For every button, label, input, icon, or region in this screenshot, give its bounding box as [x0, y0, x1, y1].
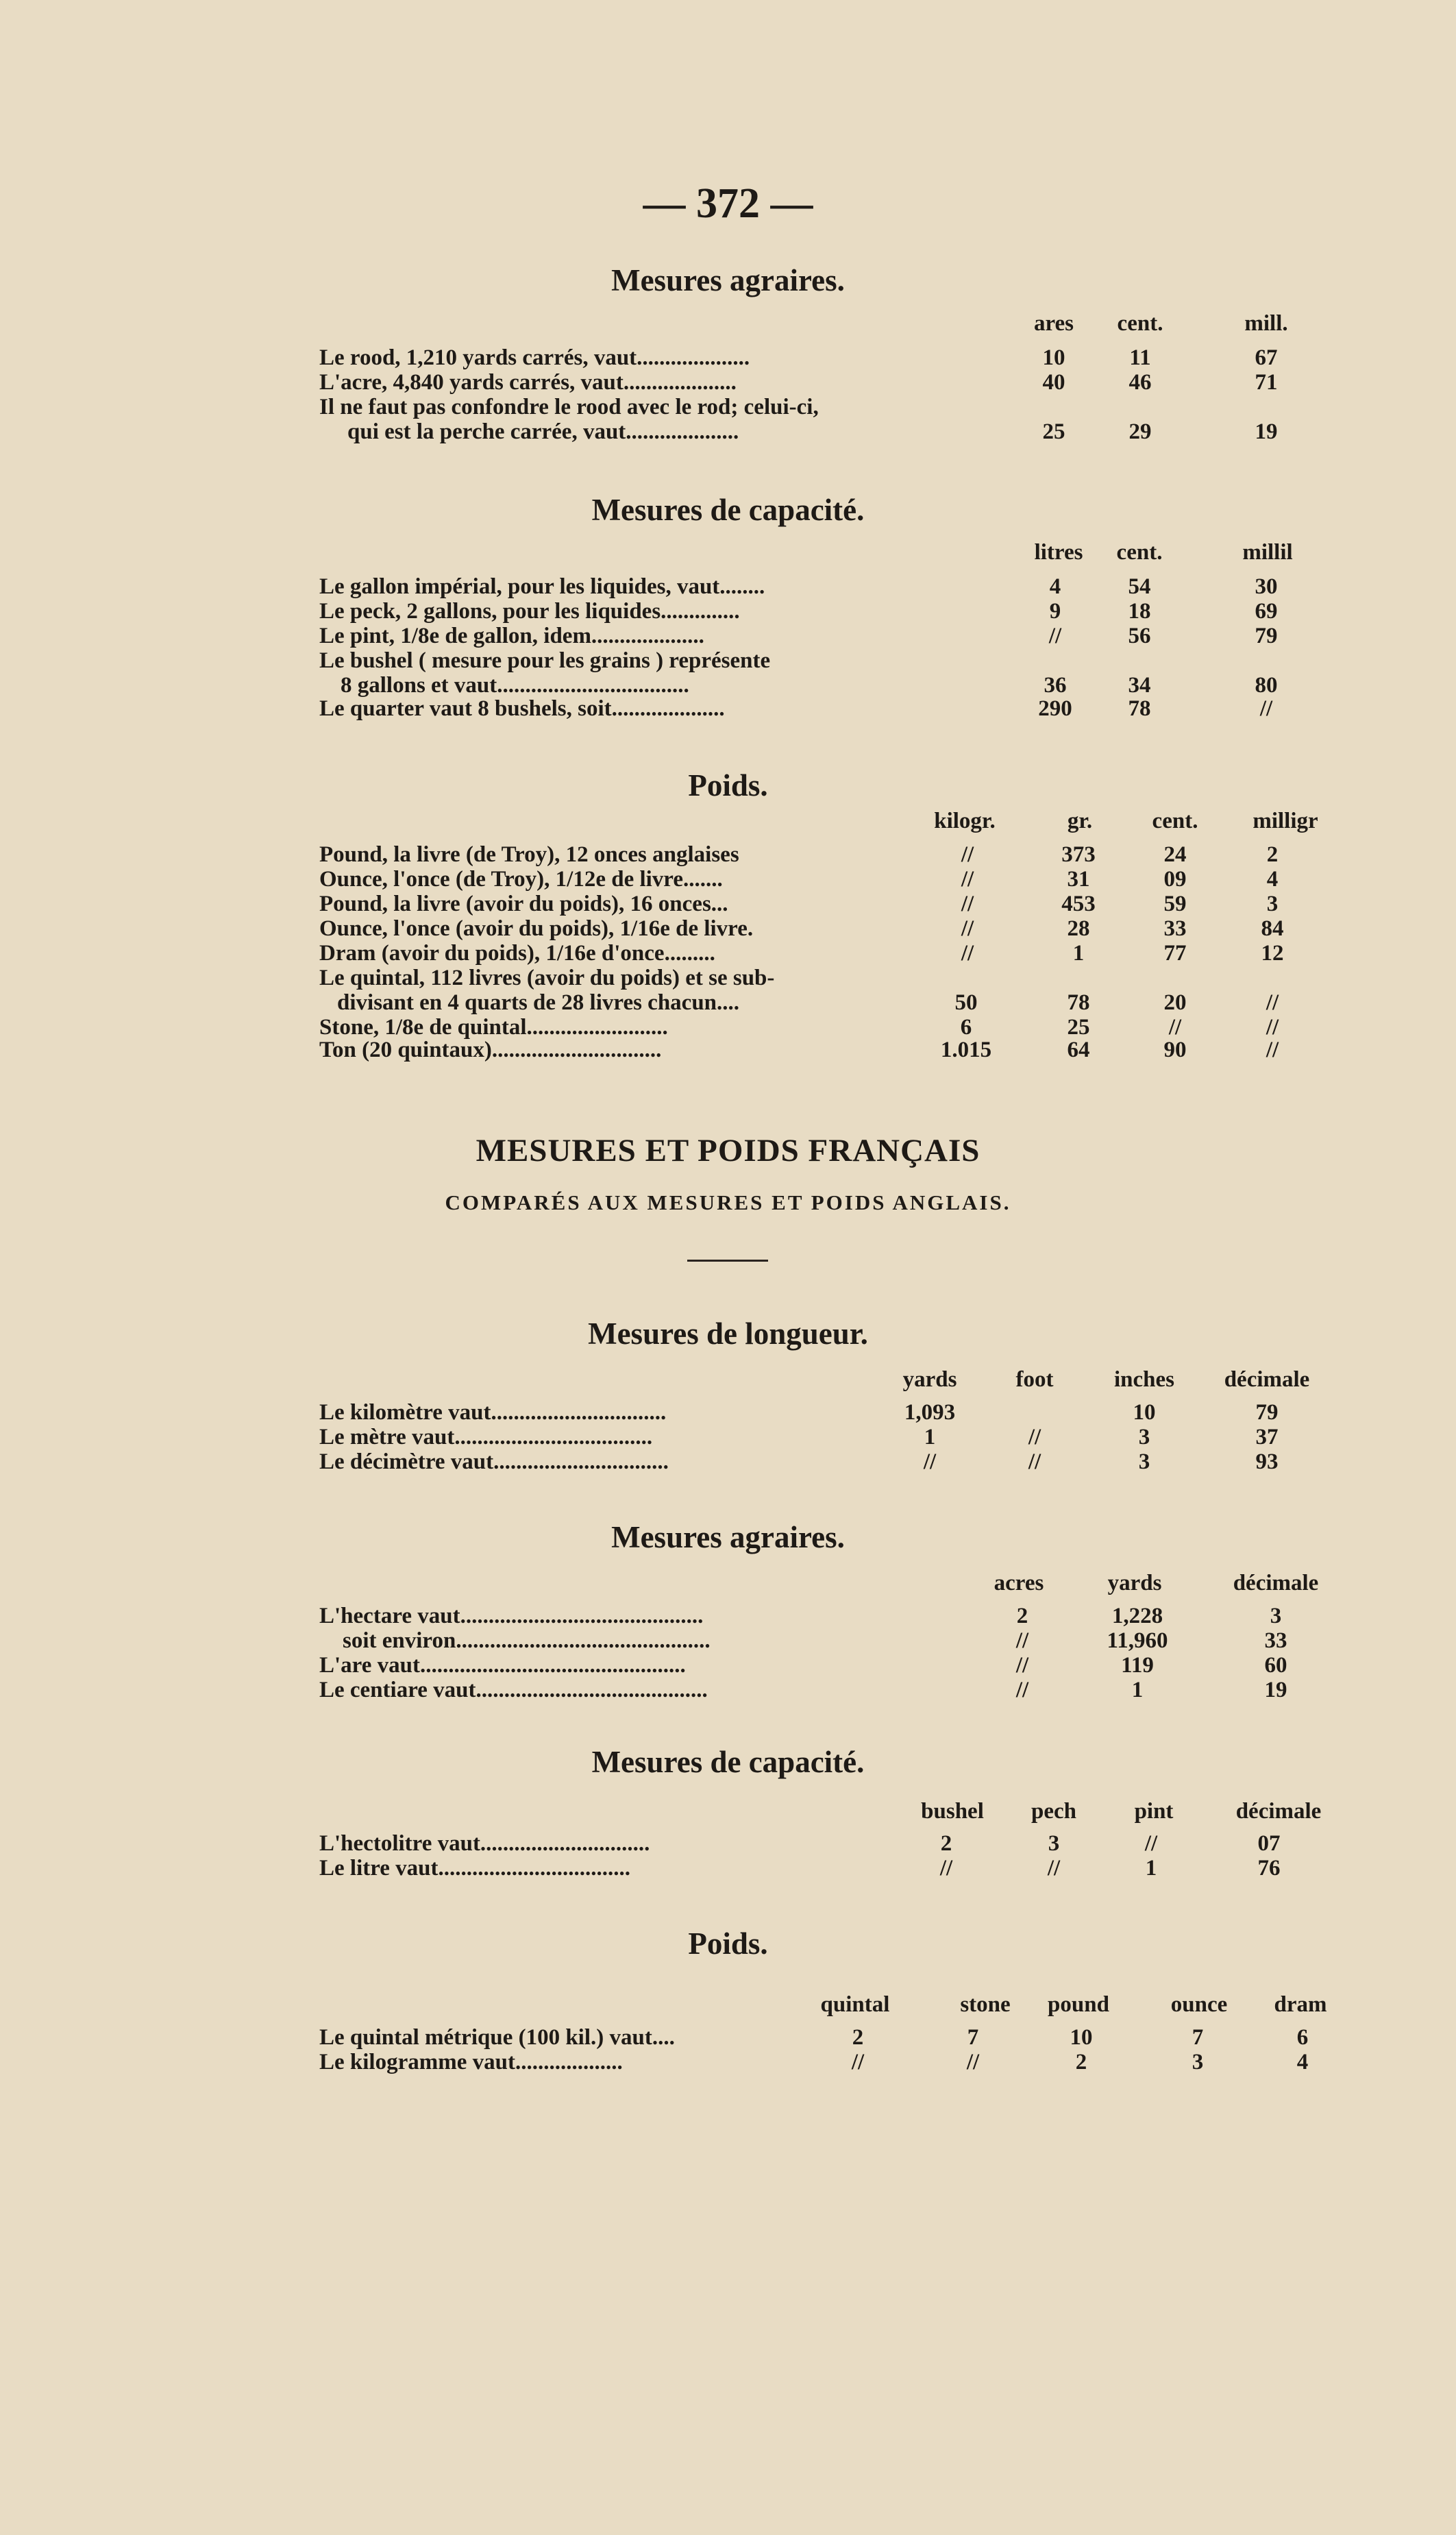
row-label: L'hectolitre vaut.............................. — [319, 1831, 650, 1856]
cell: 19 — [1264, 1678, 1287, 1702]
row-label: qui est la perche carrée, vaut.................... — [347, 419, 739, 444]
row-label: Le pint, 1/8e de gallon, idem.................... — [319, 624, 704, 648]
cell: // — [1168, 1015, 1182, 1040]
cell: 25 — [1067, 1015, 1090, 1040]
cell: // — [1144, 1831, 1158, 1856]
table-row — [0, 964, 1456, 992]
table-row — [0, 1627, 1456, 1654]
table-row — [0, 866, 1456, 893]
cell: 12 — [1261, 941, 1284, 966]
cell: // — [961, 842, 974, 867]
col-header: yards — [1107, 1571, 1162, 1595]
cell: 59 — [1163, 892, 1187, 916]
cell: // — [1259, 696, 1273, 721]
table-row — [0, 1399, 1456, 1426]
table-row — [0, 841, 1456, 868]
column-headers — [0, 1991, 1456, 2018]
cell: 93 — [1255, 1449, 1279, 1474]
cell: 25 — [1042, 419, 1065, 444]
cell: // — [961, 916, 974, 941]
column-headers — [0, 310, 1456, 337]
cell: 30 — [1255, 574, 1278, 599]
col-header: cent. — [1116, 540, 1163, 565]
col-header: décimale — [1224, 1367, 1310, 1392]
table-row — [0, 418, 1456, 445]
row-label: Le rood, 1,210 yards carrés, vaut.................... — [319, 345, 750, 370]
table-row — [0, 1830, 1456, 1857]
cell: 34 — [1128, 673, 1151, 698]
row-label: 8 gallons et vaut.................................. — [341, 673, 689, 698]
cell: 9 — [1049, 599, 1061, 624]
section-title-longueur: Mesures de longueur. — [588, 1317, 868, 1351]
cell: 71 — [1255, 370, 1278, 395]
table-row — [0, 940, 1456, 967]
col-header: cent. — [1152, 809, 1198, 833]
col-header: yards — [902, 1367, 957, 1392]
cell: 09 — [1163, 867, 1187, 892]
col-header: pint — [1134, 1799, 1174, 1824]
row-label: Stone, 1/8e de quintal......................... — [319, 1015, 668, 1040]
section-title-poids-en: Poids. — [688, 768, 768, 803]
cell: 3 — [1138, 1449, 1150, 1474]
row-label: Ounce, l'once (de Troy), 1/12e de livre....... — [319, 867, 723, 892]
row-label: soit environ............................................. — [343, 1628, 711, 1653]
cell: 6 — [960, 1015, 972, 1040]
cell: 50 — [954, 990, 978, 1015]
cell: 80 — [1255, 673, 1278, 698]
cell: 3 — [1266, 892, 1279, 916]
cell: 78 — [1067, 990, 1090, 1015]
cell: 79 — [1255, 1400, 1279, 1425]
cell: 28 — [1067, 916, 1090, 941]
cell: 11,960 — [1107, 1628, 1168, 1653]
col-header: décimale — [1233, 1571, 1319, 1595]
cell: // — [851, 2050, 865, 2074]
section-title-agraires-en: Mesures agraires. — [611, 263, 845, 297]
cell: 78 — [1128, 696, 1151, 721]
cell: 2 — [1266, 842, 1279, 867]
col-header: cent. — [1117, 311, 1163, 336]
table-row — [0, 344, 1456, 371]
cell: // — [961, 941, 974, 966]
cell: 2 — [1016, 1604, 1028, 1628]
cell: 3 — [1270, 1604, 1282, 1628]
row-label: L'hectare vaut........................................... — [319, 1604, 704, 1628]
row-label: Le litre vaut.................................. — [319, 1856, 631, 1881]
table-row — [0, 1652, 1456, 1679]
cell: // — [1266, 990, 1279, 1015]
cell: // — [961, 892, 974, 916]
cell: // — [1015, 1678, 1029, 1702]
cell: 76 — [1257, 1856, 1281, 1881]
row-label: Le kilogramme vaut................... — [319, 2050, 623, 2074]
cell: 3 — [1048, 1831, 1060, 1856]
row-label: Le peck, 2 gallons, pour les liquides.............. — [319, 599, 740, 624]
cell: 373 — [1061, 842, 1096, 867]
cell: // — [1015, 1653, 1029, 1678]
cell: 1 — [924, 1425, 936, 1449]
row-label: Il ne faut pas confondre le rood avec le rod; celui-ci, — [319, 395, 819, 419]
section-title-capacite-en: Mesures de capacité. — [591, 493, 865, 527]
cell: 19 — [1255, 419, 1278, 444]
cell: 3 — [1192, 2050, 1204, 2074]
table-row — [0, 573, 1456, 600]
col-header: ounce — [1170, 1992, 1228, 2017]
col-header: pech — [1031, 1799, 1076, 1824]
col-header: acres — [994, 1571, 1044, 1595]
cell: 4 — [1049, 574, 1061, 599]
table-row — [0, 622, 1456, 650]
column-headers — [0, 1798, 1456, 1825]
cell: 77 — [1163, 941, 1187, 966]
cell: 10 — [1042, 345, 1065, 370]
column-headers — [0, 539, 1456, 566]
cell: 290 — [1038, 696, 1072, 721]
row-label: Ounce, l'once (avoir du poids), 1/16e de livre. — [319, 916, 754, 941]
page-number: — 372 — — [643, 180, 813, 227]
col-header: millil — [1242, 540, 1293, 565]
row-label: Le bushel ( mesure pour les grains ) représente — [319, 648, 771, 673]
cell: // — [1047, 1856, 1061, 1881]
col-header: bushel — [921, 1799, 984, 1824]
cell: // — [1028, 1425, 1041, 1449]
row-label: Le mètre vaut................................... — [319, 1425, 653, 1449]
cell: // — [1048, 624, 1062, 648]
row-label: L'are vaut............................................... — [319, 1653, 686, 1678]
cell: 18 — [1128, 599, 1151, 624]
cell: 29 — [1128, 419, 1152, 444]
cell: 453 — [1061, 892, 1096, 916]
column-headers — [0, 1569, 1456, 1597]
cell: 10 — [1070, 2025, 1093, 2050]
cell: 20 — [1163, 990, 1187, 1015]
table-row — [0, 393, 1456, 421]
cell: 90 — [1163, 1038, 1187, 1062]
row-label: Le gallon impérial, pour les liquides, vaut........ — [319, 574, 765, 599]
col-header: stone — [960, 1992, 1011, 2017]
row-label: Pound, la livre (avoir du poids), 16 onces... — [319, 892, 728, 916]
table-row — [0, 2024, 1456, 2051]
cell: 54 — [1128, 574, 1151, 599]
cell: 1 — [1131, 1678, 1144, 1702]
cell: 69 — [1255, 599, 1278, 624]
table-row — [0, 1448, 1456, 1475]
french-measures-subtitle: COMPARÉS AUX MESURES ET POIDS ANGLAIS. — [445, 1190, 1011, 1214]
column-headers — [0, 1366, 1456, 1393]
col-header: ares — [1033, 311, 1074, 336]
cell: 2 — [1075, 2050, 1087, 2074]
table-row — [0, 598, 1456, 625]
cell: 07 — [1257, 1831, 1281, 1856]
french-measures-title: MESURES ET POIDS FRANÇAIS — [476, 1133, 980, 1168]
cell: // — [966, 2050, 980, 2074]
table-row — [0, 2048, 1456, 2076]
table-row — [0, 915, 1456, 942]
section-title-capacite-fr: Mesures de capacité. — [591, 1745, 865, 1779]
row-label: Le décimètre vaut............................... — [319, 1449, 669, 1474]
col-header: milligr — [1253, 809, 1318, 833]
cell: // — [923, 1449, 937, 1474]
cell: 79 — [1255, 624, 1278, 648]
table-row — [0, 1602, 1456, 1630]
col-header: foot — [1015, 1367, 1054, 1392]
cell: 7 — [967, 2025, 979, 2050]
cell: 4 — [1296, 2050, 1309, 2074]
table-row — [0, 695, 1456, 722]
cell: 40 — [1042, 370, 1065, 395]
row-label: Dram (avoir du poids), 1/16e d'once......... — [319, 941, 715, 966]
row-label: Ton (20 quintaux).............................. — [319, 1038, 662, 1062]
cell: 24 — [1163, 842, 1187, 867]
table-row — [0, 1854, 1456, 1882]
col-header: gr. — [1067, 809, 1093, 833]
cell: // — [1266, 1015, 1279, 1040]
col-header: dram — [1274, 1992, 1327, 2017]
row-label: Le quintal métrique (100 kil.) vaut.... — [319, 2025, 675, 2050]
row-label: Le kilomètre vaut............................... — [319, 1400, 667, 1425]
cell: 31 — [1067, 867, 1090, 892]
cell: 10 — [1133, 1400, 1156, 1425]
cell: 46 — [1128, 370, 1152, 395]
cell: // — [961, 867, 974, 892]
cell: 6 — [1296, 2025, 1309, 2050]
col-header: pound — [1048, 1992, 1109, 2017]
table-row — [0, 989, 1456, 1016]
table-row — [0, 1676, 1456, 1704]
col-header: mill. — [1244, 311, 1288, 336]
row-label: divisant en 4 quarts de 28 livres chacun.... — [337, 990, 740, 1015]
cell: 60 — [1264, 1653, 1287, 1678]
col-header: inches — [1113, 1367, 1175, 1392]
cell: 11 — [1129, 345, 1151, 370]
table-row — [0, 647, 1456, 674]
cell: 56 — [1128, 624, 1151, 648]
cell: 67 — [1255, 345, 1278, 370]
cell: 1,228 — [1111, 1604, 1163, 1628]
cell: 84 — [1261, 916, 1284, 941]
col-header: décimale — [1235, 1799, 1322, 1824]
col-header: litres — [1034, 540, 1083, 565]
section-divider — [687, 1260, 768, 1262]
cell: 1.015 — [940, 1038, 992, 1062]
table-row — [0, 1423, 1456, 1451]
row-label: Le centiare vaut......................................... — [319, 1678, 708, 1702]
table-row — [0, 369, 1456, 396]
cell: 36 — [1044, 673, 1067, 698]
cell: 3 — [1138, 1425, 1150, 1449]
col-header: kilogr. — [934, 809, 996, 833]
table-row — [0, 1036, 1456, 1064]
cell: // — [1266, 1038, 1279, 1062]
cell: // — [1028, 1449, 1041, 1474]
cell: 7 — [1192, 2025, 1204, 2050]
cell: 4 — [1266, 867, 1279, 892]
cell: 64 — [1067, 1038, 1090, 1062]
row-label: Le quarter vaut 8 bushels, soit.................... — [319, 696, 725, 721]
cell: 2 — [940, 1831, 952, 1856]
row-label: Pound, la livre (de Troy), 12 onces anglaises — [319, 842, 739, 867]
table-row — [0, 890, 1456, 918]
cell: 33 — [1163, 916, 1187, 941]
cell: // — [939, 1856, 953, 1881]
row-label: Le quintal, 112 livres (avoir du poids) et se sub- — [319, 966, 775, 990]
section-title-poids-fr: Poids. — [688, 1926, 768, 1961]
cell: 33 — [1264, 1628, 1287, 1653]
section-title-agraires-fr: Mesures agraires. — [611, 1520, 845, 1554]
cell: 37 — [1255, 1425, 1279, 1449]
cell: 1 — [1072, 941, 1085, 966]
cell: 1,093 — [904, 1400, 956, 1425]
col-header: quintal — [820, 1992, 890, 2017]
cell: // — [1015, 1628, 1029, 1653]
cell: 2 — [852, 2025, 864, 2050]
cell: 1 — [1145, 1856, 1157, 1881]
row-label: L'acre, 4,840 yards carrés, vaut.................... — [319, 370, 737, 395]
cell: 119 — [1121, 1653, 1154, 1678]
column-headers — [0, 807, 1456, 835]
